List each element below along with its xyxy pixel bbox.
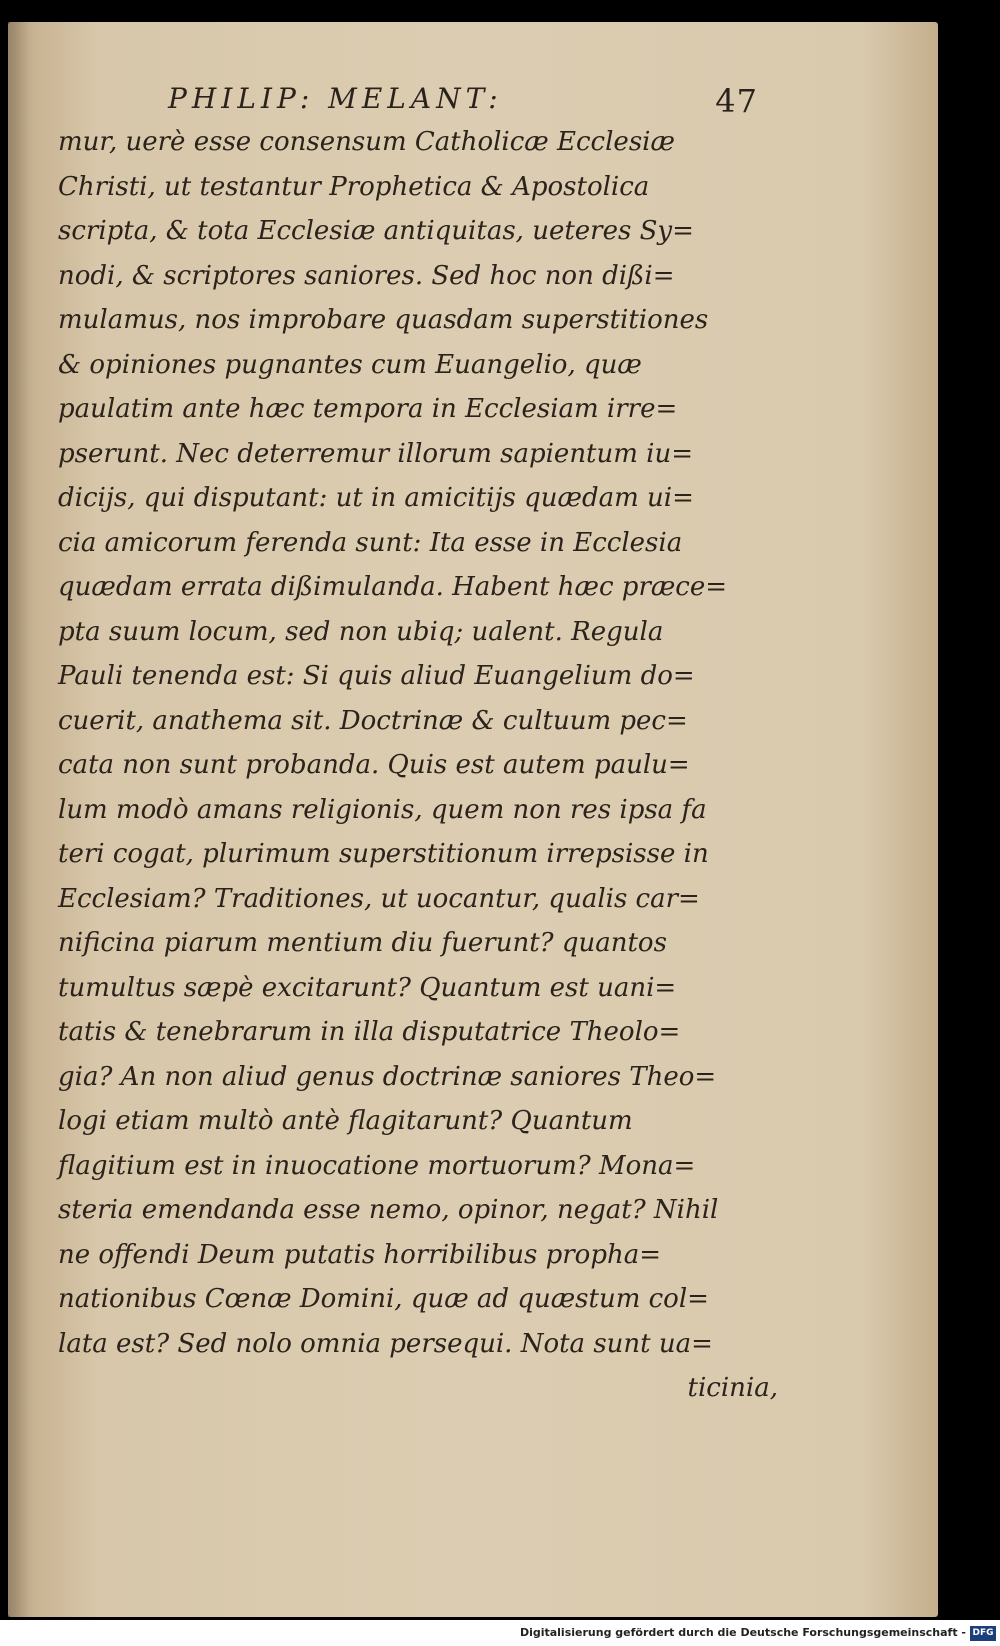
text-line: mur, uerè esse consensum Catholicæ Ecclesiæ — [58, 127, 675, 157]
text-line: cata non sunt probanda. Quis est autem paulu= — [58, 750, 690, 780]
funding-credit: Digitalisierung gefördert durch die Deutsche Forschungsgemeinschaft - — [519, 1626, 966, 1639]
book-page — [8, 22, 938, 1617]
text-line: dicijs, qui disputant: ut in amicitijs quædam ui= — [58, 483, 694, 513]
text-line: quædam errata dißimulanda. Habent hæc præce= — [58, 572, 728, 602]
text-line: cuerit, anathema sit. Doctrinæ & cultuum pec= — [58, 705, 688, 736]
text-line: nationibus Cœnæ Domini, quæ ad quæstum col= — [58, 1284, 709, 1314]
text-line: flagitium est in inuocatione mortuorum? Mona= — [58, 1150, 696, 1181]
text-line: tumultus sæpè excitarunt? Quantum est uani= — [58, 972, 677, 1003]
catchword: ticinia, — [687, 1373, 778, 1403]
text-line: Christi, ut testantur Prophetica & Apostolica — [58, 171, 650, 202]
text-line: gia? An non aliud genus doctrinæ saniores Theo= — [58, 1061, 717, 1092]
text-line: scripta, & tota Ecclesiæ antiquitas, ueteres Sy= — [58, 216, 694, 246]
dfg-logo: DFG — [970, 1626, 996, 1641]
text-line: lata est? Sed nolo omnia persequi. Nota sunt ua= — [58, 1328, 713, 1359]
text-line: nificina piarum mentium diu fuerunt? quantos — [58, 928, 667, 958]
text-line: lum modò amans religionis, quem non res ipsa fa — [58, 794, 707, 825]
text-line: mulamus, nos improbare quasdam superstitiones — [58, 305, 709, 335]
body-text — [58, 120, 778, 1411]
text-line: tatis & tenebrarum in illa disputatrice Theolo= — [58, 1017, 681, 1047]
page-number: 47 — [715, 82, 758, 120]
text-line: Pauli tenenda est: Si quis aliud Euangelium do= — [58, 661, 695, 691]
text-line: paulatim ante hæc tempora in Ecclesiam irre= — [58, 394, 678, 424]
text-line: pta suum locum, sed non ubiq; ualent. Regula — [58, 616, 664, 647]
text-line: teri cogat, plurimum superstitionum irrepsisse in — [58, 839, 709, 869]
running-head: PHILIP: MELANT: — [168, 82, 503, 115]
text-line: pserunt. Nec deterremur illorum sapientum iu= — [58, 438, 694, 469]
text-line: cia amicorum ferenda sunt: Ita esse in Ecclesia — [58, 527, 683, 558]
footer-bar — [0, 1624, 1000, 1646]
text-line: ne offendi Deum putatis horribilibus propha= — [58, 1239, 661, 1270]
text-line: & opiniones pugnantes cum Euangelio, quæ — [58, 349, 642, 380]
text-line: steria emendanda esse nemo, opinor, negat? Nihil — [58, 1195, 719, 1225]
text-line: Ecclesiam? Traditiones, ut uocantur, qualis car= — [58, 883, 700, 914]
text-line: logi etiam multò antè flagitarunt? Quantum — [58, 1106, 633, 1136]
text-line: nodi, & scriptores saniores. Sed hoc non dißi= — [58, 260, 675, 291]
